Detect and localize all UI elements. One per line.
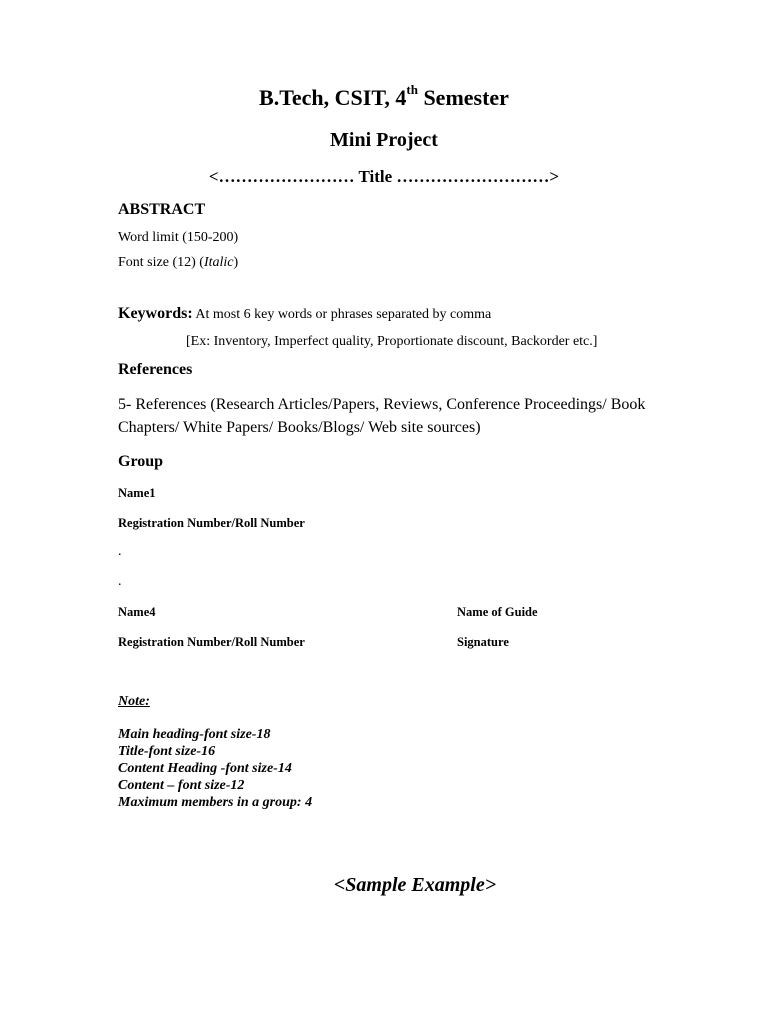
font-size-prefix: Font size (12) ( bbox=[118, 255, 204, 270]
references-heading: References bbox=[118, 361, 193, 378]
member-registration-1: Registration Number/Roll Number bbox=[118, 516, 305, 530]
note-item: Maximum members in a group: 4 bbox=[118, 795, 313, 810]
title-placeholder: <…………………… Title ………………………> bbox=[208, 167, 560, 186]
note-item: Content Heading -font size-14 bbox=[118, 761, 292, 776]
abstract-heading: ABSTRACT bbox=[118, 201, 206, 218]
note-item: Main heading-font size-18 bbox=[118, 727, 271, 742]
note-item: Content – font size-12 bbox=[118, 778, 245, 793]
keywords-text: At most 6 key words or phrases separated by comma bbox=[192, 307, 492, 322]
font-size-suffix: ) bbox=[233, 255, 239, 270]
main-heading-text: B.Tech, CSIT, 4 bbox=[259, 85, 407, 110]
member-name-1: Name1 bbox=[118, 486, 156, 500]
sub-title: Mini Project bbox=[330, 129, 438, 151]
main-heading-tail: Semester bbox=[417, 85, 509, 110]
abstract-word-limit: Word limit (150-200) bbox=[118, 230, 239, 245]
references-text: 5- References (Research Articles/Papers, Reviews, Conference Proceedings/ Book Chapters/ White Papers/ Books/Blogs/ Web site sources) bbox=[118, 396, 646, 436]
group-heading: Group bbox=[118, 453, 164, 470]
guide-signature: Signature bbox=[457, 635, 509, 649]
keywords-example: [Ex: Inventory, Imperfect quality, Proportionate discount, Backorder etc.] bbox=[186, 334, 598, 349]
keywords-line bbox=[118, 305, 491, 323]
note-item: Title-font size-16 bbox=[118, 744, 216, 759]
main-heading bbox=[0, 81, 768, 111]
main-heading-superscript: th bbox=[406, 81, 418, 97]
note-list bbox=[118, 726, 312, 811]
note-label: Note: bbox=[118, 694, 150, 709]
member-registration-4: Registration Number/Roll Number bbox=[118, 635, 305, 649]
guide-name: Name of Guide bbox=[457, 605, 538, 619]
keywords-label: Keywords: bbox=[118, 305, 193, 322]
abstract-font-size bbox=[118, 255, 238, 271]
font-size-italic: Italic bbox=[203, 255, 234, 270]
ellipsis-dot-1: . bbox=[118, 544, 122, 559]
member-name-4: Name4 bbox=[118, 605, 156, 619]
sample-example-caption: <Sample Example> bbox=[333, 874, 497, 896]
ellipsis-dot-2: . bbox=[118, 574, 122, 589]
